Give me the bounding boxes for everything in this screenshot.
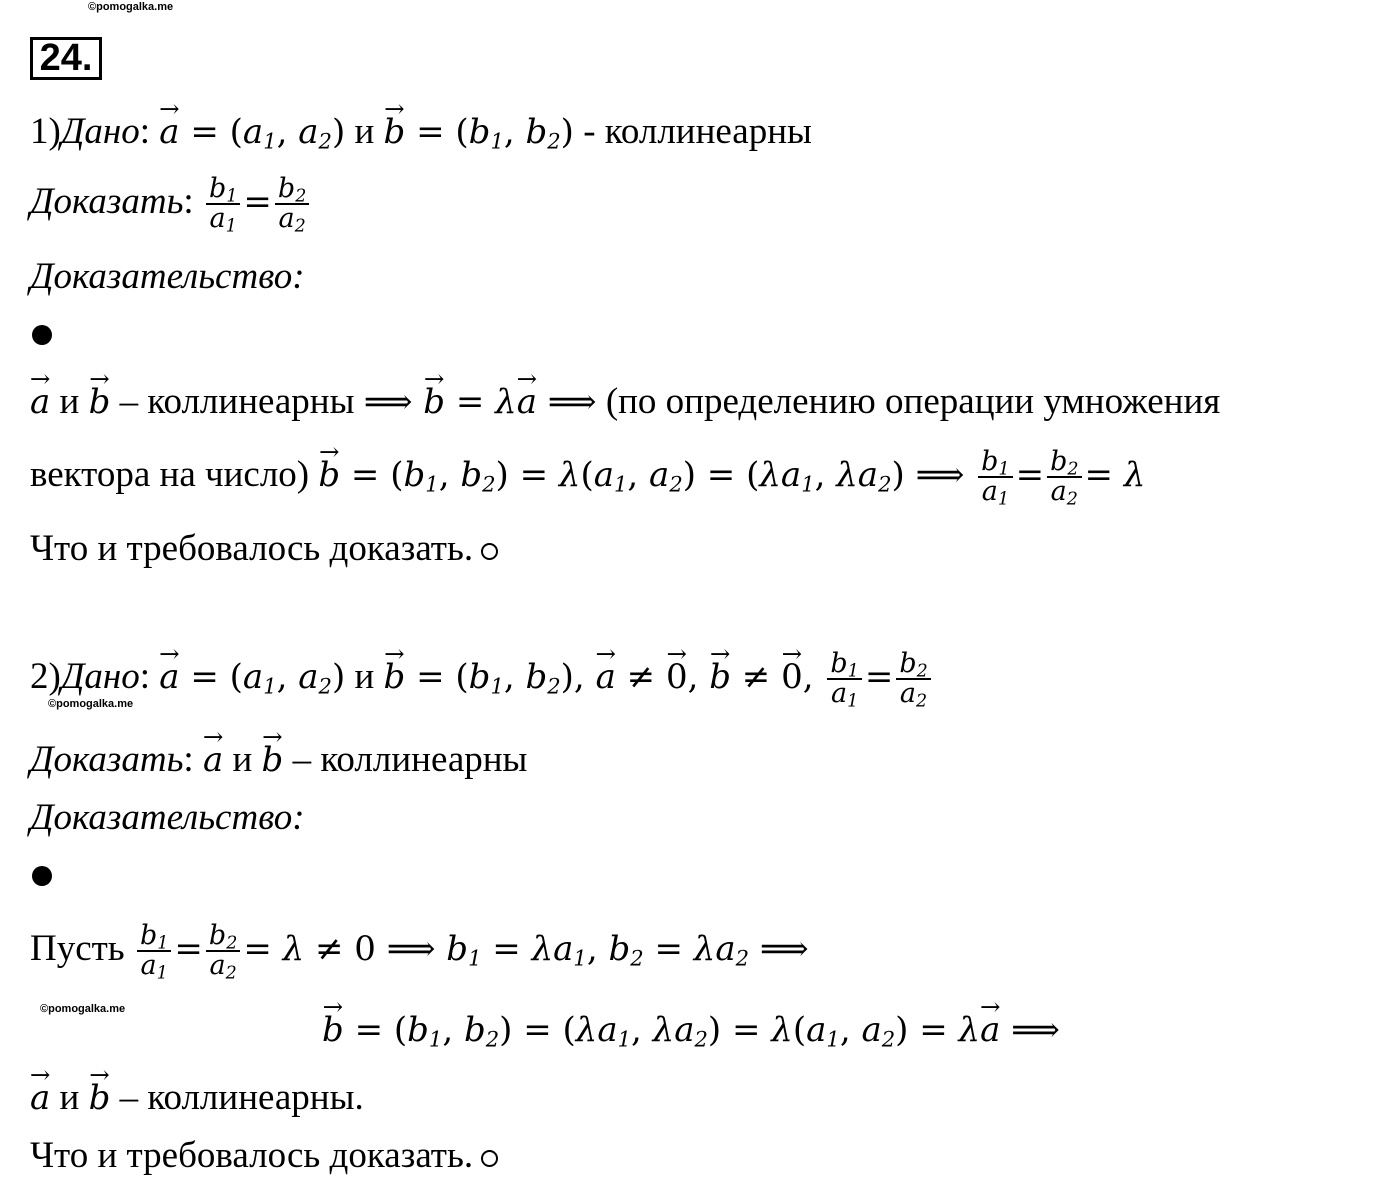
part1-proof-line2: вектора на число) → $b = (b_1$, $b_2) = \lambda(a_1$, $a_2) = (\lambda a_1$, $\lambda a_2$) ⟹ $\frac{b_1}{a_1}$ = $\frac{b_2}{a_2}$ = λ	[30, 448, 1145, 507]
part2-let-line: Пусть $\frac{b_1}{a_1}$ = $\frac{b_2}{a_2}$ = λ ≠ 0 ⟹ $b_1 = \lambda a_1$, $b_2 = \lambda a_2$ ⟹	[30, 920, 809, 984]
fraction-b1-a1: $\frac{b_1}{a_1}$	[206, 175, 240, 234]
part2-prove-label: Доказать	[30, 739, 184, 780]
end-of-proof-icon	[481, 1150, 498, 1167]
watermark-bottom: ©pomogalka.me	[40, 1003, 126, 1015]
part1-proof-label: Доказательство:	[30, 256, 305, 297]
watermark-top: ©pomogalka.me	[88, 1, 174, 13]
part2-given-line: 2)Дано: → $a = (a_1$, $a_2$) $и \to b = (b_1$, $b_2$), → a ≠ → 0, → b ≠ → 0, $\frac{b_1}{a_1}$ = $\frac{b_2}{a_2}$	[30, 650, 934, 709]
problem-number: 24.	[30, 37, 102, 80]
part1-given-formula: → $a = (a_1$, $a_2$)	[159, 112, 345, 152]
part2-bullet	[32, 866, 52, 886]
part1-conclusion: Что и требовалось доказать.	[30, 527, 498, 571]
part2-number: 2)	[30, 655, 61, 697]
part2-prove-line: Доказать: → a и → b – коллинеарны	[30, 738, 527, 782]
part2-final-line: → a и → b – коллинеарны.	[30, 1076, 364, 1120]
part1-given-line: 1)Дано: → $a = (a_1$, $a_2$) $и \to b = (b_1$, $b_2$) - коллинеарны	[30, 110, 812, 154]
part2-given-label: Дано	[60, 655, 140, 697]
part2-vector-line: → $b = (b_1$, $b_2) = (\lambda a_1$, $\lambda a_2) = \lambda(a_1$, $a_2) = \lambda\to a$ ⟹	[322, 1008, 1060, 1052]
part1-prove-line: Доказать: $\frac{b_1}{a_1}$ = $\frac{b_2}{a_2}$	[30, 175, 312, 234]
part2-proof-label: Доказательство:	[30, 797, 305, 838]
part1-given-label: Дано	[60, 111, 140, 152]
part1-proof-line1: → a и → b – коллинеарны ⟹ → b = λ→ a ⟹ (по определению операции умножения	[30, 380, 1220, 424]
part2-conclusion: Что и требовалось доказать.	[30, 1134, 498, 1178]
conj-and: и	[345, 111, 384, 152]
part1-given-suffix: - коллинеарны	[573, 111, 812, 152]
end-of-proof-icon	[481, 543, 498, 560]
part1-number: 1)	[30, 111, 61, 152]
watermark-middle: ©pomogalka.me	[48, 698, 134, 710]
fraction-b2-a2: $\frac{b_2}{a_2}$	[275, 175, 309, 234]
part1-bullet	[32, 325, 52, 345]
part1-prove-label: Доказать	[30, 180, 184, 222]
